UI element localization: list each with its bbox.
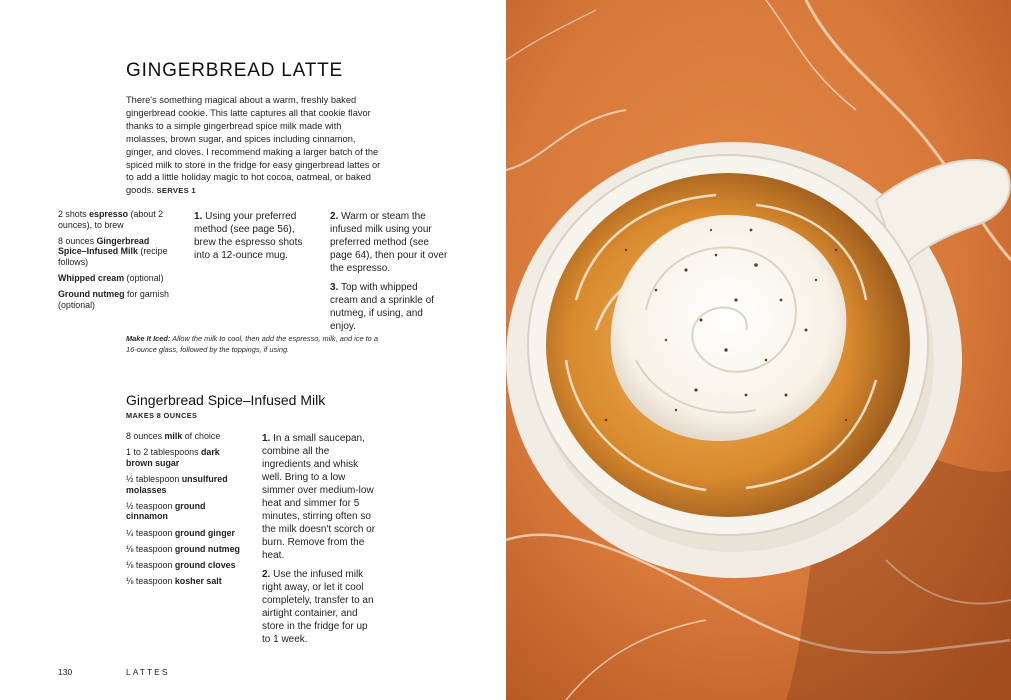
subrecipe-ingredient-list: [126, 431, 242, 592]
ingredient-item: 2 shots espresso (about 2 ounces), to brew: [58, 209, 164, 230]
ingredient-item: 8 ounces milk of choice: [126, 431, 221, 441]
subrecipe-title: Gingerbread Spice–Infused Milk: [126, 392, 326, 408]
ingredient-item: ½ teaspoon ground cinnamon: [126, 500, 206, 522]
ingredient-item: ⅛ teaspoon kosher salt: [126, 576, 222, 587]
step-item: 3. Top with whipped cream and a sprinkle of nutmeg, if using, and enjoy.: [330, 282, 434, 332]
section-label: LATTES: [126, 667, 170, 677]
step-item: 1. Using your preferred method (see page 56), brew the espresso shots into a 12-ounce mug.: [194, 211, 303, 261]
ingredient-item: ⅛ teaspoon ground cloves: [126, 559, 236, 570]
recipe-intro: [126, 94, 384, 198]
ingredient-item: Whipped cream (optional): [58, 273, 164, 284]
note-text: Allow the milk to cool, then add the espresso, milk, and ice to a 16-ounce glass, followed by the toppings, if using.: [126, 334, 378, 355]
step-item: 2. Warm or steam the infused milk using your preferred method (see page 64), then pour it over the espresso.: [330, 211, 448, 274]
note-label: Make It Iced:: [126, 334, 171, 343]
ingredient-list: [58, 209, 176, 316]
step-item: 2. Use the infused milk right away, or let it cool completely, transfer to an airtight container, and store in the fridge for up to 1 week.: [262, 569, 374, 645]
intro-text: There's something magical about a warm, freshly baked gingerbread cookie. This latte captures all that cookie flavor thanks to a simple gingerbread spice milk made with molasses, brown sugar, and spices including cinnamon, ginger, and cloves. I recommend making a larger batch of the spiced milk to store in the fridge for easy gingerbread lattes or to add a little holiday magic to hot cocoa, oatmeal, or baked goods.: [126, 95, 381, 196]
ingredient-item: Ground nutmeg for garnish (optional): [58, 289, 169, 310]
makes-label: MAKES 8 OUNCES: [126, 411, 198, 420]
steps-column-2: [330, 210, 448, 339]
serves-label: SERVES 1: [156, 186, 196, 196]
ingredient-item: ¼ teaspoon ground ginger: [126, 527, 236, 538]
ingredient-item: ⅛ teaspoon ground nutmeg: [126, 543, 240, 554]
step-item: 1. In a small saucepan, combine all the ingredients and whisk well. Bring to a low simmer over medium-low heat and simmer for 5 minutes, stirring often so the milk doesn't scorch or burn. Remove from the heat.: [262, 433, 376, 561]
recipe-title: GINGERBREAD LATTE: [126, 60, 344, 81]
page-number: 130: [58, 667, 73, 677]
latte-illustration: [506, 0, 1011, 700]
latte-photo: [506, 0, 1011, 700]
steps-column-1: [194, 210, 306, 268]
iced-note: [126, 333, 384, 356]
ingredient-item: 1 to 2 tablespoons dark brown sugar: [126, 447, 220, 468]
ingredient-item: 8 ounces Gingerbread Spice–Infused Milk (recipe follows): [58, 235, 168, 267]
subrecipe-steps: [262, 432, 378, 652]
ingredient-item: ½ tablespoon unsulfured molasses: [126, 473, 228, 495]
